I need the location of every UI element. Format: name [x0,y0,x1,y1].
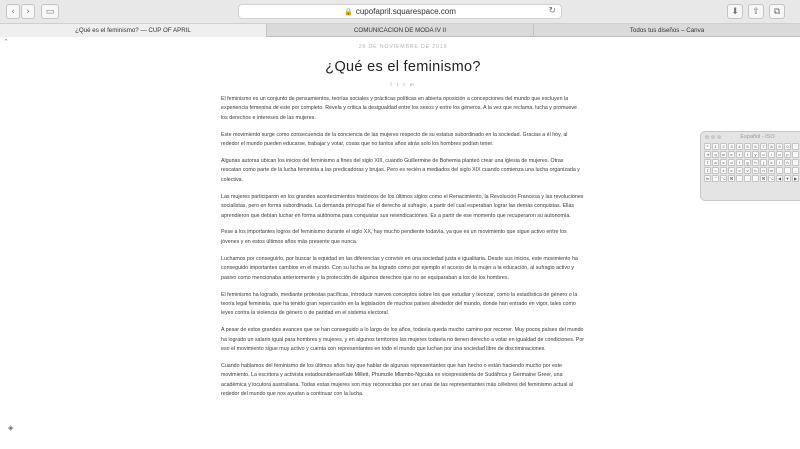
minimize-dot[interactable] [711,135,715,139]
paragraph: Este movimiento surge como consecuencia de la conciencia de las mujeres respecto de su estatus subordinado en la sociedad. Gracias a él hoy, al rededor el mundo pueden educarse, trabajar y votar, cosas que no tantos años atrás solo los hombres podían tener. [221,131,568,148]
keyboard-row [704,167,800,174]
keyboard-key[interactable] [744,175,751,182]
keyboard-key[interactable]: f [736,159,743,166]
keyboard-key[interactable]: ▼ [785,176,790,181]
keyboard-key[interactable]: ⇧ [705,168,710,173]
keyboard-key[interactable]: 4 [736,143,743,150]
download-icon[interactable]: ⬇ [727,4,743,19]
paragraph: Pese a los importantes logros del feminismo durante el siglo XX, hay mucho pendiente todavía, ya que es un movimiento que sigue activo entre los jóvenes y en estos últimos años más presente que nunca. [221,229,567,245]
back-arrow-icon[interactable]: ‹ [6,4,20,19]
keyboard-viewer-title: Español - ISO [740,134,775,140]
keyboard-key[interactable]: - [792,167,799,174]
window-controls[interactable] [705,135,721,139]
paragraph: Las mujeres participaron en los grandes acontecimientos históricos de los últimos siglos como el Renacimiento, la Revolución Francesa y las revoluciones socialistas, pero en forma subordinada. La demanda principal fue el derecho al sufragio, a partir del cual esperaban lograr las demás conquistas. Ellas aprendieron que debían luchar en forma autónoma para conquistar sus reivindicaciones. Es a partir de ese momento que recuperaron su autonomía. [221,193,584,219]
keyboard-row [704,175,800,182]
keyboard-key[interactable] [752,175,759,182]
keyboard-key[interactable]: a [712,159,719,166]
close-dot[interactable] [705,135,709,139]
keyboard-key[interactable]: ⇥ [705,152,710,157]
keyboard-key[interactable]: y [752,151,759,158]
keyboard-key[interactable]: x [728,167,735,174]
keyboard-key[interactable]: m [769,168,774,173]
sidebar-icon[interactable]: ▭ [41,4,59,19]
share-icons[interactable]: f t t m [390,82,416,87]
forward-arrow-icon[interactable]: › [21,4,35,19]
keyboard-key[interactable]: 1 [712,143,719,150]
keyboard-key[interactable]: ñ [784,159,791,166]
keyboard-key[interactable]: 8 [768,143,775,150]
keyboard-key[interactable]: ⌥ [721,176,726,181]
keyboard-key[interactable]: ⌘ [761,176,766,181]
keyboard-key[interactable]: p [784,151,791,158]
keyboard-keys [701,143,800,182]
keyboard-key[interactable]: o [776,151,783,158]
keyboard-key[interactable]: i [768,151,775,158]
tab-feminismo[interactable] [0,24,267,37]
keyboard-key[interactable]: ⌥ [769,176,774,181]
tab-label: ¿Qué es el feminismo? — CUP OF APRIL [75,27,191,34]
article-body [221,95,585,400]
keyboard-key[interactable]: ´ [792,159,799,166]
paragraph: El feminismo es un conjunto de pensamientos, teorías sociales y prácticas políticas en abierta oposición a concepciones del mundo que excluyen la experiencia femenina de este por completo. Revela y critica la desigualdad entre los sexos y entre los géneros. A la vez que reclama, lucha y promueve los derechos e intereses de las mujeres. [221,96,577,121]
tab-canva[interactable] [534,24,800,37]
url-text: cupofapril.squarespace.com [355,7,456,16]
tab-bar [0,24,800,37]
article-title: ¿Qué es el feminismo? [325,59,481,75]
keyboard-key[interactable]: < [712,167,719,174]
share-icon[interactable]: ⇪ [748,4,764,19]
keyboard-key[interactable]: ⌃ [713,176,718,181]
keyboard-key[interactable]: 6 [752,143,759,150]
keyboard-key[interactable]: º [704,143,711,150]
keyboard-key[interactable]: n [760,167,767,174]
keyboard-key[interactable]: 5 [744,143,751,150]
keyboard-key[interactable]: k [768,159,775,166]
keyboard-key[interactable]: ` [792,151,799,158]
keyboard-key[interactable]: w [720,151,727,158]
keyboard-viewer-title-bar [701,132,800,142]
keyboard-row [704,159,800,166]
paragraph: Algunas autoras ubican los inicios del feminismo a fines del siglo XIII, cuando Guillermine de Bohemia planteó crear una iglesia de mujeres. Otras rescatan como parte de la lucha feminista a las predicadoras y brujas. Pero es recién a mediados del siglo XIX cuando comienza una lucha organizada y colectiva. [221,158,580,183]
keyboard-key[interactable]: s [720,159,727,166]
address-bar[interactable] [238,4,562,19]
keyboard-key[interactable]: ▶ [793,176,798,181]
keyboard-key[interactable]: d [728,159,735,166]
expand-icon[interactable]: ⌃ [3,39,9,46]
accessibility-icon[interactable]: ◈ [8,425,14,432]
browser-toolbar [0,0,800,24]
keyboard-key[interactable]: 3 [728,143,735,150]
keyboard-key[interactable]: ' [792,143,799,150]
keyboard-key[interactable]: c [736,167,743,174]
zoom-dot[interactable] [717,135,721,139]
keyboard-key[interactable]: ◀ [777,176,782,181]
keyboard-row [704,143,800,150]
paragraph: Luchamos por conseguirlo, por buscar la equidad en las diferencias y convivir en una sociedad justa e igualitaria. Desde sus inicios, este movimiento ha conseguido importantes cambios en el mundo. Con su lucha se ha logrado como por ejemplo el acceso de la mujer a la educación, al sufragio activo y pasivo como mencionaba anteriormente y la protección de algunos derechos que no se equiparaban a los de los hombres. [221,255,578,281]
keyboard-key[interactable]: 9 [776,143,783,150]
paragraph: El feminismo ha logrado, mediante protestas pacíficas, introducir nuevos conceptos sobre los que estudiar y teorizar, como la estadística de género o la teoría legal feminista, que ha tenido gran repercusión en la legislación de muchos países alrededor del mundo, donde han entrado en vigor, tales como leyes contra la violencia de género o de paridad en el sistema electoral. [221,291,578,317]
article-date: 26 DE NOVIEMBRE DE 2019 [358,44,448,50]
keyboard-key[interactable]: 7 [760,143,767,150]
keyboard-key[interactable]: h [752,159,759,166]
keyboard-key[interactable]: u [760,151,767,158]
keyboard-key[interactable]: b [752,167,759,174]
paragraph: A pesar de estos grandes avances que se han conseguido a lo largo de los años, todavía queda mucho camino por recorrer. Muy pocos países del mundo ha logrado un salario igual para hombres y mujeres, y en algunos territorios las mujeres todavía no tienen derecho a votar en igualdad de condiciones. Por eso el movimiento sigue muy activo y cuenta con representantes en todo el mundo que luchan por una sociedad libre de discriminaciones. [221,327,585,353]
paragraph: Cuando hablamos del feminismo de los últimos años hay que hablar de algunas representantes que han hecho o están haciendo mucho por este movimiento. La escritora y activista estadounidenseKate Millett, Phumzile Mlambo-Ngcuka ex vicepresidenta de Sudáfrica y Germaine Greer, una académica y locutora australiana. Todas estas mujeres son muy reconocidas por ser unas de las representantes más célebres del feminismo actual al rededor del mundo que nos ayudan a continuar con la lucha. [221,362,574,398]
keyboard-key[interactable]: j [760,159,767,166]
keyboard-key[interactable]: l [776,159,783,166]
article [221,40,585,407]
keyboard-key[interactable]: , [776,167,783,174]
keyboard-key[interactable]: ⌘ [729,176,734,181]
keyboard-key[interactable]: 0 [784,143,791,150]
lock-icon: 🔒 [344,8,353,16]
keyboard-viewer[interactable] [700,131,800,201]
tab-comunicacion-moda[interactable] [267,24,534,37]
keyboard-row [704,151,800,158]
tab-label: Todos tus diseños – Canva [629,27,705,34]
keyboard-key[interactable]: 2 [720,143,727,150]
keyboard-key[interactable]: t [744,151,751,158]
keyboard-key[interactable]: g [744,159,751,166]
tabs-icon[interactable]: ⧉ [769,4,785,19]
keyboard-key[interactable]: v [744,167,751,174]
keyboard-key[interactable]: ⇪ [705,160,710,165]
keyboard-key[interactable]: q [712,151,719,158]
reload-icon[interactable]: ↻ [548,6,556,16]
keyboard-key[interactable]: e [728,151,735,158]
keyboard-key[interactable]: . [784,167,791,174]
tab-label: COMUNICACION DE MODA IV II [353,27,447,34]
keyboard-key[interactable]: fn [705,176,710,181]
keyboard-key[interactable] [736,175,743,182]
keyboard-key[interactable]: r [736,151,743,158]
keyboard-key[interactable]: z [720,167,727,174]
